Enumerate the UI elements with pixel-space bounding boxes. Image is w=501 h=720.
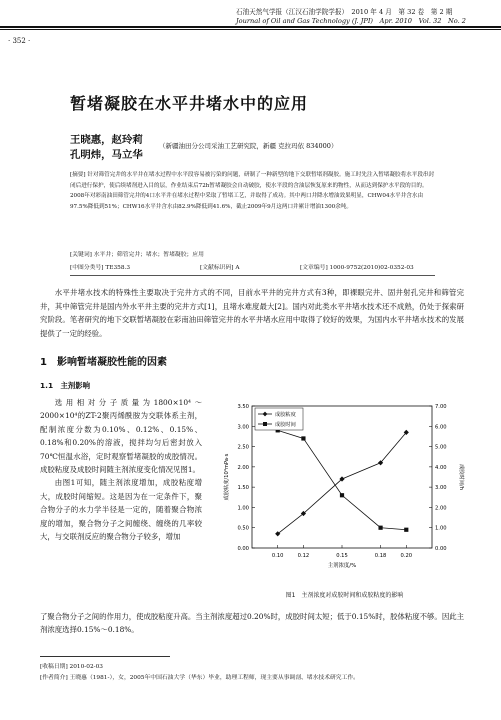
footnotes xyxy=(40,662,470,684)
x-tick-label: 0.10 xyxy=(271,553,284,559)
footnote-received: [收稿日期] 2010-02-03 xyxy=(40,664,103,670)
y-axis-label-left: 成胶粘度/10⁴mPa·s xyxy=(224,453,230,501)
paragraph-main-agent: 选用相对分子质量为1800×10⁴～2000×10⁴的ZT-2聚丙烯酰胺为交联体系主剂，配制浓度分数为0.10%、0.12%、0.15%、0.18%和0.20%的溶液，搅拌均匀后密封放入70℃恒温水浴，定时观察暂堵凝胶的成胶情况。成胶粘度及成胶时间随主剂浓度变化情况见图1。 xyxy=(40,398,202,475)
x-axis-label: 主剂浓度/% xyxy=(327,563,357,569)
footnote-rule xyxy=(40,656,170,657)
right-tick-label: 2.00 xyxy=(435,505,447,512)
keywords: [关键词] 水平井；筛管完井；堵水；暂堵凝胶；应用 xyxy=(70,252,204,258)
left-tick-label: 3.00 xyxy=(237,424,249,431)
series-point-2 xyxy=(301,436,305,440)
abstract-rule xyxy=(70,275,435,276)
right-tick-label: 5.00 xyxy=(435,444,447,451)
header-rule-thin xyxy=(0,29,501,30)
left-tick-label: 0.00 xyxy=(237,546,249,552)
authors xyxy=(70,133,160,163)
header-rule xyxy=(0,26,501,28)
journal-header-en: Journal of Oil and Gas Technology (J. JPI) Apr. 2010 Vol. 32 No. 2 xyxy=(236,17,466,25)
paragraph-conclusion: 了聚合物分子之间的作用力，使成胶粘度升高。当主剂浓度超过0.20%时，成胶时间太短；低于0.15%时，胶体粘度不够。因此主剂浓度选择0.15%～0.18%。 xyxy=(40,612,464,635)
left-column-text xyxy=(40,396,202,543)
document-code: [文献标识码] A xyxy=(200,265,240,271)
page-number: · 352 · xyxy=(8,37,31,45)
right-tick-label: 0.00 xyxy=(435,546,447,552)
left-tick-label: 2.50 xyxy=(237,444,249,451)
journal-header-cn: 石油天然气学报（江汉石油学院学报） 2010 年 4 月 第 32 卷 第 2 期 xyxy=(236,8,453,16)
left-tick-label: 3.50 xyxy=(237,404,249,410)
series-line-1 xyxy=(278,432,407,533)
left-tick-label: 1.00 xyxy=(237,505,249,512)
article-title: 暂堵凝胶在水平井堵水中的应用 xyxy=(70,94,309,113)
x-tick-label: 0.20 xyxy=(400,553,413,559)
affiliation: （新疆油田分公司采油工艺研究院，新疆 克拉玛依 834000） xyxy=(159,142,338,150)
authors-line-2: 孔明炜，马立华 xyxy=(70,149,143,161)
series-point-2 xyxy=(378,526,382,530)
legend-marker-2 xyxy=(263,422,267,426)
left-tick-label: 1.50 xyxy=(237,485,249,492)
right-tick-label: 4.00 xyxy=(435,464,447,471)
legend-label-1: 成胶粘度 xyxy=(275,412,296,418)
left-tick-label: 2.00 xyxy=(237,464,249,471)
legend-label-2: 成胶时间 xyxy=(275,422,296,428)
x-tick-label: 0.18 xyxy=(374,553,387,559)
article-number: [文章编号] 1000-9752(2010)02-0352-03 xyxy=(300,265,414,271)
figure-1-chart xyxy=(222,400,467,600)
intro-paragraph: 水平井堵水技术的特殊性主要取决于完井方式的不同，目前水平井的完井方式有3种，即裸眼完井、固井射孔完井和筛管完井，其中筛管完井是国内外水平井主要的完井方式[1]，且堵水难度最大[2]。国内对此类水平井堵水技术还不成熟，仍处于探索研究阶段。笔者研究的地下交联暂堵凝胶在彩南油田筛管完井的水平井堵水应用中取得了较好的效果，为国内水平井堵水技术的发展提供了一定的经验。 xyxy=(40,288,464,338)
abstract: [摘要] 针对筛管完井的水平井在堵水过程中水平段容易被污染的问题，研制了一种新型的地下交联暂堵剂凝胶。施工时先注入暂堵凝胶将水平段串封闭后进行保护，使后续堵剂进入目的层，作业结束后72h暂堵凝胶会自动破胶，使水平段的含油层恢复原来的物性，从而达到保护水平段的目的。2008年对彩南油田筛管完井的4口水平井在堵水过程中采取了暂堵工艺，并取得了成功。其中两口井降水增油效果明显，CHW04水平井含水由97.5%降低到51%；CHW16水平井含水由82.9%降低到41.6%，截止2009年9月这两口井累计增油1300余吨。 xyxy=(70,172,435,210)
x-tick-label: 0.15 xyxy=(336,553,348,559)
left-tick-label: 0.50 xyxy=(237,525,249,532)
series-point-2 xyxy=(340,493,344,497)
class-number: [中图分类号] TE358.3 xyxy=(70,265,131,271)
figure-1-caption: 图1 主剂浓度对成胶时间和成胶粘度的影响 xyxy=(285,592,404,599)
series-point-2 xyxy=(404,528,408,532)
section-heading: 1 影响暂堵凝胶性能的因素 xyxy=(40,357,167,368)
right-tick-label: 7.00 xyxy=(435,404,447,410)
footnote-author: [作者简介] 王晓惠（1981-），女，2005年中国石油大学（华东）毕业，助理工程师，现主要从事调剖、堵水技术研究工作。 xyxy=(40,675,359,681)
right-tick-label: 3.00 xyxy=(435,485,447,492)
right-tick-label: 6.00 xyxy=(435,424,447,431)
y-axis-label-right: 成胶时间/h xyxy=(458,464,464,490)
right-tick-label: 1.00 xyxy=(435,525,447,532)
authors-line-1: 王晓惠，赵玲莉 xyxy=(70,134,143,146)
subsection-heading: 1.1 主剂影响 xyxy=(40,381,91,390)
paragraph-analysis: 由图1可知，随主剂浓度增加，成胶粘度增大，成胶时间缩短。这是因为在一定条件下，聚合物分子的水力学半径是一定的，随着聚合物浓度的增加，聚合物分子之间缠绕、缠绕的几率较大，与交联剂反应的聚合物分子较多，增加 xyxy=(40,478,202,542)
x-tick-label: 0.12 xyxy=(297,553,310,559)
